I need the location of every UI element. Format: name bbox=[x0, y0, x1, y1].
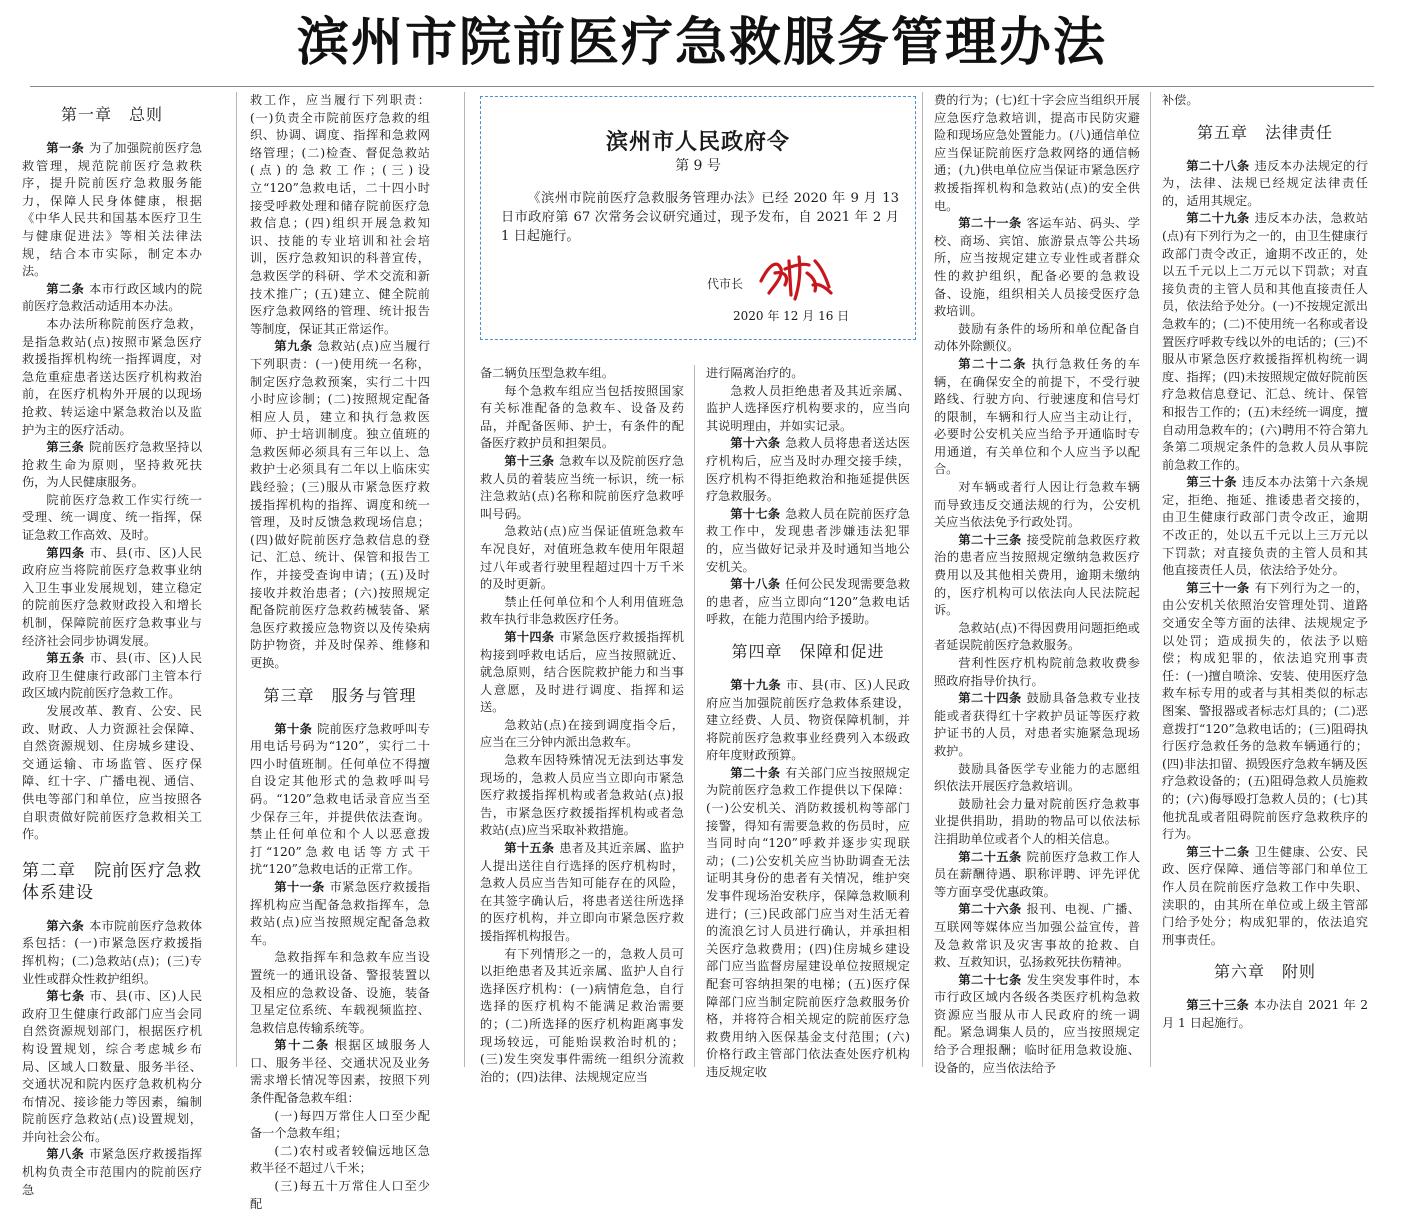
column-3 bbox=[480, 365, 685, 1084]
column-divider bbox=[922, 92, 923, 1067]
article: 第十二条 根据区域服务人口、服务半径、交通状况及业务需求增长情况等因素，按照下列条件配备急救车组： bbox=[250, 1038, 431, 1106]
article: 第四条 市、县(市、区)人民政府应当将院前医疗急救事业纳入卫生事业发展规划，建立稳定的院前医疗急救财政投入和增长机制，保障院前医疗急救事业与经济社会同步协调发展。 bbox=[22, 545, 203, 648]
article: 第二十三条 接受院前急救医疗救治的患者应当按照规定缴纳急救医疗费用以及其他相关费用，逾期未缴纳的，医疗机构可以依法向人民法院起诉。 bbox=[934, 532, 1141, 618]
paragraph: 院前医疗急救工作实行统一受理、统一调度、统一指挥，保证急救工作高效、及时。 bbox=[22, 492, 202, 543]
page-title: 滨州市院前医疗急救服务管理办法 bbox=[296, 13, 1107, 73]
article: 第二十七条 发生突发事件时，本市行政区域内各级各类医疗机构急救资源应当服从市人民政府的统一调配。紧急调集人员的，应当按照规定给予合理报酬；临时征用急救设施、设备的，应当依法给予 bbox=[934, 972, 1141, 1075]
paragraph: (三)每五十万常住人口至少配 bbox=[250, 1179, 430, 1211]
paragraph: 急救站(点)在接到调度指令后，应当在三分钟内派出急救车。 bbox=[480, 717, 684, 750]
article: 第五条 市、县(市、区)人民政府卫生健康行政部门主管本行政区域内院前医疗急救工作。 bbox=[22, 651, 203, 701]
paragraph: 鼓励具备医学专业能力的志愿组织依法开展医疗急救培训。 bbox=[934, 761, 1140, 794]
paragraph: (二)农村或者较偏远地区急救半径不超过八千米； bbox=[250, 1143, 430, 1176]
column-divider bbox=[694, 365, 695, 1067]
paragraph: 备二辆负压型急救车组。 bbox=[480, 366, 615, 380]
article: 第二十二条 执行急救任务的车辆，在确保安全的前提下，不受行驶路线、行驶方向、行驶速度和信号灯的限制，车辆和行人应当主动让行，必要时公安机关应当给予开通临时专用通道，有关单位和个人应当予以配合。 bbox=[934, 356, 1141, 477]
paragraph: 急救人员拒绝患者及其近亲属、监护人选择医疗机构要求的，应当向其说明理由，并如实记录。 bbox=[706, 383, 910, 433]
chapter-heading: 第六章 附则 bbox=[1213, 962, 1316, 982]
chapter-heading: 第二章 院前医疗急救体系建设 bbox=[22, 860, 202, 903]
signature-image bbox=[755, 247, 835, 307]
column-2 bbox=[250, 92, 431, 1211]
decree-issuer: 滨州市人民政府令 bbox=[605, 129, 790, 155]
article: 第十九条 市、县(市、区)人民政府应当加强院前医疗急救体系建设，建立经费、人员、物资保障机制，并将院前医疗急救事业经费列入本级政府年度财政预算。 bbox=[706, 677, 910, 763]
article: 第十七条 急救人员在院前医疗急救工作中，发现患者涉嫌违法犯罪的，应当做好记录并及时通知当地公安机关。 bbox=[706, 506, 911, 574]
article: 第十一条 市紧急医疗救援指挥机构应当配备急救指挥车，急救站(点)应当按照规定配备急救车。 bbox=[250, 879, 431, 947]
article: 第六条 本市院前医疗急救体系包括：(一)市紧急医疗救援指挥机构；(二)急救站(点)；(三)专业性或群众性救护组织。 bbox=[22, 918, 203, 986]
paragraph: 发展改革、教育、公安、民政、财政、人力资源社会保障、自然资源规划、住房城乡建设、交通运输、市场监管、医疗保障、红十字、广播电视、通信、供电等部门和单位，应当按照各自职责做好院前医疗急救相关工作。 bbox=[22, 704, 202, 842]
paragraph: 鼓励社会力量对院前医疗急救事业提供捐助，捐助的物品可以依法标注捐助单位或者个人的相关信息。 bbox=[934, 796, 1140, 846]
article: 第二十一条 客运车站、码头、学校、商场、宾馆、旅游景点等公共场所，应当按规定建立专业性或者群众性的救护组织，配备必要的急救设备、设施，组织相关人员接受医疗急救培训。 bbox=[934, 216, 1141, 319]
chapter-heading: 第四章 保障和促进 bbox=[731, 641, 885, 661]
decree-body: 《滨州市院前医疗急救服务管理办法》已经 2020 年 9 月 13 日市政府第 67 次常务会议研究通过，现予发布，自 2021 年 2 月 1 日起施行。 bbox=[501, 191, 899, 244]
article: 第十六条 急救人员将患者送达医疗机构后，应当及时办理交接手续，医疗机构不得拒绝救治和拖延提供医疗急救服务。 bbox=[706, 436, 911, 504]
article: 第二十九条 违反本办法，急救站(点)有下列行为之一的，由卫生健康行政部门责令改正，逾期不改正的，处以五千元以上二万元以下罚款；对直接负责的主管人员和其他直接责任人员，依法给予处分。(一)不按规定派出急救车的；(二)不使用统一名称或者设置医疗呼救专线以外的电话的；(三)不服从市紧急医疗救援指挥机构统一调度、指挥；(四)未按照规定做好院前医疗急救信息登记、汇总、统计、保管和报告工作的；(五)未经统一调度，擅自动用急救车的；(六)聘用不符合第九条第二项规定条件的急救人员从事院前急救工作的。 bbox=[1162, 211, 1369, 472]
paragraph: 补偿。 bbox=[1162, 93, 1199, 107]
title-rule bbox=[30, 86, 1374, 87]
article: 第八条 市紧急医疗救援指挥机构负责全市范围内的院前医疗急 bbox=[22, 1147, 203, 1197]
article: 第二十五条 院前医疗急救工作人员在薪酬待遇、职称评聘、评先评优等方面享受优惠政策。 bbox=[934, 849, 1141, 899]
article: 第三十条 违反本办法第十六条规定，拒绝、拖延、推诿患者交接的，由卫生健康行政部门责令改正，逾期不改正的，处以五千元以上三万元以下罚款；对直接负责的主管人员和其他直接责任人员，依法给予处分。 bbox=[1162, 475, 1369, 578]
paragraph: 禁止任何单位和个人利用值班急救车执行非急救医疗任务。 bbox=[480, 594, 684, 627]
chapter-heading: 第一章 总则 bbox=[60, 105, 163, 124]
decree-number: 第 9 号 bbox=[675, 158, 721, 174]
article: 第十三条 急救车以及院前医疗急救人员的着装应当统一标识，统一标注急救站(点)名称和院前医疗急救呼叫号码。 bbox=[480, 453, 685, 521]
paragraph: 费的行为；(七)红十字会应当组织开展应急医疗急救培训，提高市民防灾避险和现场应急处置能力。(八)通信单位应当保证院前医疗急救网络的通信畅通；(九)供电单位应当保证市紧急医疗救援指挥机构和急救站(点)的安全供电。 bbox=[934, 93, 1140, 213]
article: 第二十条 有关部门应当按照规定为院前医疗急救工作提供以下保障：(一)公安机关、消防救援机构等部门接警，得知有需要急救的伤员时，应当同时向“120”呼救并逐步实现联动；(二)公安机关应当协助调查无法证明其身份的患者有关情况，维护突发事件现场治安秩序，保障急救顺利进行；(三)民政部门应当对生活无着的流浪乞讨人员进行确认，并承担相关医疗急救费用；(四)住房城乡建设部门应当监督房屋建设单位按照规定配套可容纳担架的电梯；(五)医疗保障部门应当制定院前医疗急救服务价格，并将符合相关规定的院前医疗急救费用纳入医保基金支付范围；(六)价格行政主管部门依法查处医疗机构违反规定收 bbox=[706, 765, 911, 1079]
column-4 bbox=[706, 365, 911, 1079]
article: 第七条 市、县(市、区)人民政府卫生健康行政部门应当会同自然资源规划部门，根据医疗机构设置规划，综合考虑城乡布局、区域人口数量、服务半径、交通状况和院内医疗急救机构分布情况、接诊能力等因素，编制院前医疗急救站(点)设置规划，并向社会公布。 bbox=[22, 989, 203, 1144]
paragraph: 急救指挥车和急救车应当设置统一的通讯设备、警报装置以及相应的急救设备、设施，装备卫星定位系统、车载视频监控、急救信息传输系统等。 bbox=[250, 950, 430, 1035]
paragraph: 营利性医疗机构院前急救收费参照政府指导价执行。 bbox=[934, 656, 1140, 688]
paragraph: 急救站(点)应当保证值班急救车车况良好，对值班急救车使用年限超过八年或者行驶里程超过四十万千米的及时更新。 bbox=[480, 524, 684, 592]
paragraph: 进行隔离治疗的。 bbox=[706, 366, 804, 380]
column-divider bbox=[236, 92, 237, 1067]
article: 第二十四条 鼓励具备急救专业技能或者获得红十字救护员证等医疗救护证书的人员，对患者实施紧急现场救护。 bbox=[934, 691, 1141, 758]
chapter-heading: 第三章 服务与管理 bbox=[263, 685, 417, 705]
article: 第九条 急救站(点)应当履行下列职责：(一)使用统一名称，制定医疗急救预案，实行二十四小时应诊制；(二)按照规定配备相应人员，建立和执行急救医师、护士培训制度。独立值班的急救医师必须具有三年以上、急救护士必须具有二年以上临床实践经验；(三)服从市紧急医疗救援指挥机构的指挥、调度和统一管理，及时反馈急救现场信息；(四)做好院前医疗急救信息的登记、汇总、统计、保管和报告工作，并接受查询申请；(五)及时接收并救治患者；(六)按照规定配备院前医疗急救药械装备、紧急医疗救援应急物资以及传染病防护物资，并及时保养、维修和更换。 bbox=[250, 339, 431, 670]
article: 第二十六条 报刊、电视、广播、互联网等媒体应当加强公益宣传，普及急救常识及灾害事故的抢救、自救、互救知识，弘扬救死扶伤精神。 bbox=[934, 902, 1141, 970]
column-divider bbox=[464, 92, 465, 1067]
decree-signer-role: 代市长 bbox=[707, 277, 744, 291]
article: 第十四条 市紧急医疗救援指挥机构接到呼救电话后，应当按照就近、就急原则，结合医院救护能力和当事人意愿，及时进行调度、指挥和运送。 bbox=[480, 629, 685, 715]
paragraph: 鼓励有条件的场所和单位配备自动体外除颤仪。 bbox=[934, 321, 1140, 354]
paragraph: 急救车因特殊情况无法到达事发现场的，急救人员应当立即向市紧急医疗救援指挥机构或者急救站(点)报告，市紧急医疗救援指挥机构或者急救站(点)应当采取补救措施。 bbox=[480, 753, 684, 838]
decree-box bbox=[480, 96, 916, 340]
article: 第三十一条 有下列行为之一的，由公安机关依照治安管理处罚、道路交通安全等方面的法律、法规规定予以处罚；造成损失的，依法予以赔偿；构成犯罪的，依法追究刑事责任：(一)擅自喷涂、安装、使用医疗急救车标专用的或者与其相类似的标志图案、警报器或者标志灯具的；(二)恶意拨打“120”急救电话的；(三)阻碍执行医疗急救任务的急救车辆通行的；(四)非法扣留、损毁医疗急救车辆及医疗急救设备的；(五)阻碍急救人员施救的；(六)侮辱殴打急救人员的；(七)其他扰乱或者阻碍院前医疗急救秩序的行为。 bbox=[1162, 580, 1369, 842]
paragraph: 有下列情形之一的，急救人员可以拒绝患者及其近亲属、监护人自行选择医疗机构：(一)病情危急，自行选择的医疗机构不能满足救治需要的；(二)所选择的医疗机构距离事发现场较远，可能贻误救治时机的；(三)发生突发事件需统一组织分流救治的；(四)法律、法规规定应当 bbox=[480, 946, 684, 1084]
paragraph: 对车辆或者行人因让行急救车辆而导致违反交通法规的行为，公安机关应当依法免予行政处罚。 bbox=[934, 480, 1140, 530]
article: 第三条 院前医疗急救坚持以抢救生命为原则，坚持救死扶伤，为人民健康服务。 bbox=[22, 440, 203, 490]
article: 第三十三条 本办法自 2021 年 2 月 1 日起施行。 bbox=[1162, 998, 1368, 1030]
article: 第二条 本市行政区域内的院前医疗急救活动适用本办法。 bbox=[22, 281, 203, 314]
article: 第一条 为了加强院前医疗急救管理，规范院前医疗急救秩序，提升院前医疗急救服务能力，保障人民身体健康，根据《中华人民共和国基本医疗卫生与健康促进法》等相关法律法规，结合本市实际，制定本办法。 bbox=[22, 141, 203, 279]
decree-date: 2020 年 12 月 16 日 bbox=[733, 309, 850, 323]
column-6 bbox=[1162, 92, 1368, 1067]
article: 第二十八条 违反本办法规定的行为，法律、法规已经规定法律责任的，适用其规定。 bbox=[1162, 158, 1369, 208]
column-5 bbox=[934, 92, 1141, 1075]
article: 第十八条 任何公民发现需要急救的患者，应当立即向“120”急救电话呼救，在能力范围内给予援助。 bbox=[706, 577, 911, 627]
article: 第三十二条 卫生健康、公安、民政、医疗保障、通信等部门和单位工作人员在院前医疗急救工作中失职、渎职的，由其所在单位或上级主管部门给予处分；构成犯罪的，依法追究刑事责任。 bbox=[1162, 844, 1369, 947]
column-divider bbox=[1150, 92, 1151, 1067]
paragraph: (一)每四万常住人口至少配备一个急救车组； bbox=[250, 1108, 430, 1141]
chapter-heading: 第五章 法律责任 bbox=[1196, 122, 1333, 142]
article: 第十五条 患者及其近亲属、监护人提出送往自行选择的医疗机构时，急救人员应当告知可能存在的风险，在其签字确认后，将患者送往所选择的医疗机构，并立即向市紧急医疗救援指挥机构报告。 bbox=[480, 841, 685, 943]
paragraph: 每个急救车组应当包括按照国家有关标准配备的急救车、设备及药品，并配备医师、护士，有条件的配备医疗救护员和担架员。 bbox=[480, 383, 684, 451]
paragraph: 本办法所称院前医疗急救，是指急救站(点)按照市紧急医疗救援指挥机构统一指挥调度，对急危重症患者送达医疗机构救治前，在医疗机构外开展的以现场抢救、转运途中紧急救治以及监护为主的医疗活动。 bbox=[22, 316, 202, 437]
column-1 bbox=[22, 92, 203, 1197]
paragraph: 救工作，应当履行下列职责：(一)负责全市院前医疗急救的组织、协调、调度、指挥和急救网络管理；(二)检查、督促急救站(点)的急救工作；(三)设立“120”急救电话，二十四小时接受呼救处理和储存院前医疗急救信息；(四)组织开展急救知识、技能的专业培训和社会培训，医疗急救知识的科普宣传，急救医学的科研、学术交流和新技术推广；(五)建立、健全院前医疗急救网络的管理、统计报告等制度，保证其正常运作。 bbox=[250, 93, 430, 336]
article: 第十条 院前医疗急救呼叫专用电话号码为“120”，实行二十四小时值班制。任何单位不得擅自设定其他形式的急救呼叫号码。“120”急救电话录音应当至少保存三年，并提供依法查询。禁止任何单位和个人以恶意拨打“120”急救电话等方式干扰“120”急救电话的正常工作。 bbox=[250, 721, 431, 877]
paragraph: 急救站(点)不得因费用问题拒绝或者延误院前医疗急救服务。 bbox=[934, 620, 1140, 653]
